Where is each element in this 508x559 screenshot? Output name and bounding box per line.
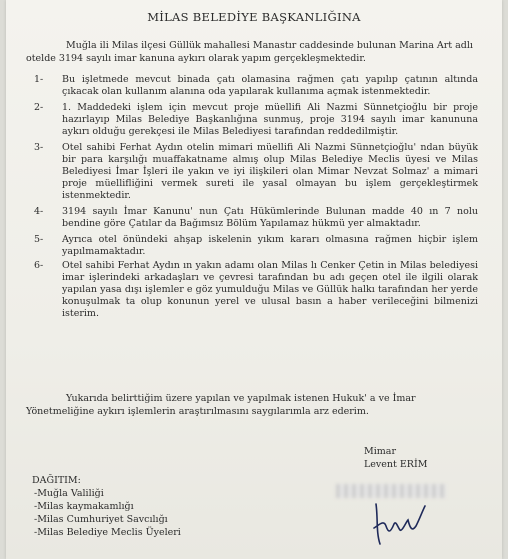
item-number: 4- (34, 206, 44, 217)
signatory-name: Levent ERİM (364, 459, 428, 470)
handwritten-signature (370, 498, 430, 550)
item-number: 5- (34, 234, 44, 245)
list-item (34, 142, 478, 202)
intro-paragraph: Muğla ili Milas ilçesi Güllük mahallesi Manastır caddesinde bulunan Marina Art adlı otelde 3194 sayılı imar kanuna aykırı olarak yapım gerçekleşmektedir. (26, 40, 473, 64)
distribution-line: -Milas kaymakamlığı (34, 501, 134, 512)
signatory-title: Mimar (364, 446, 396, 457)
distribution-heading: DAĞITIM: (32, 475, 81, 486)
list-item (34, 74, 478, 98)
redacted-area (336, 484, 446, 498)
item-text: 1. Maddedeki işlem için mevcut proje müellifi Ali Nazmi Sünnetçioğlu bir proje hazırlayıp Milas Belediye Başkanlığına sunmuş, proje 3194 sayılı imar kanununa aykırı olduğu gerekçesi ile Milas Belediyesi tarafından reddedilmiştir. (62, 102, 478, 137)
item-text: Otel sahibi Ferhat Aydın otelin mimari müellifi Ali Nazmi Sünnetçioğlu' ndan büyük bir para karşılığı muaffakatname almış olup Milas Belediye Meclis üyesi ve Milas Belediyesi İmar İşleri ile yakın ve iyi ilişkileri olan Mimar Nevzat Solmaz' a mimari proje müellifliğini vermek sureti ile yasal olmayan bu işlem gerçekleştirmek istenmektedir. (62, 142, 478, 201)
item-text: 3194 sayılı İmar Kanunu' nun Çatı Hükümlerinde Bulunan madde 40 ın 7 nolu bendine göre Çatılar da Bağımsız Bölüm Yapılamaz hükmü yer almaktadır. (62, 206, 478, 229)
list-item (34, 206, 478, 230)
distribution-block (32, 474, 181, 539)
list-item (34, 260, 478, 320)
item-text: Bu işletmede mevcut binada çatı olamasina rağmen çatı yapılıp çatının altında çıkacak olan kullanım alanına oda yapılarak kullanıma açmak istenmektedir. (62, 74, 478, 97)
list-item (34, 102, 478, 138)
distribution-line: -Muğla Valiliği (34, 488, 104, 499)
closing-paragraph: Yukarıda belirttiğim üzere yapılan ve yapılmak istenen Hukuk' a ve İmar Yönetmeliğine aykırı işlemlerin araştırılmasını saygılarımla arz ederim. (26, 393, 416, 417)
distribution-line: -Milas Cumhuriyet Savcılığı (34, 514, 168, 525)
item-number: 3- (34, 142, 44, 153)
item-number: 2- (34, 102, 44, 113)
distribution-line: -Milas Belediye Meclis Üyeleri (34, 527, 181, 538)
item-number: 6- (34, 260, 44, 271)
item-text: Otel sahibi Ferhat Aydın ın yakın adamı olan Milas lı Cenker Çetin in Milas belediyesi imar işlerindeki arkadaşları ve çevresi tarafından bu adı geçen otel ile ilgili olarak yapılan yasa dışı işlemler e göz yumulduğu Milas ve Güllük halkı tarafından her yerde konuşulmak ta olup konunun yerel ve ulusal basın a haber verileceğini bilmenizi isterim. (62, 260, 478, 319)
letter-title: MİLAS BELEDİYE BAŞKANLIĞINA (147, 10, 361, 24)
item-text: Ayrıca otel önündeki ahşap iskelenin yıkım kararı olmasına rağmen hiçbir işlem yapılmamaktadır. (62, 234, 478, 257)
letter-page (6, 0, 502, 559)
list-item (34, 234, 478, 258)
item-number: 1- (34, 74, 44, 85)
